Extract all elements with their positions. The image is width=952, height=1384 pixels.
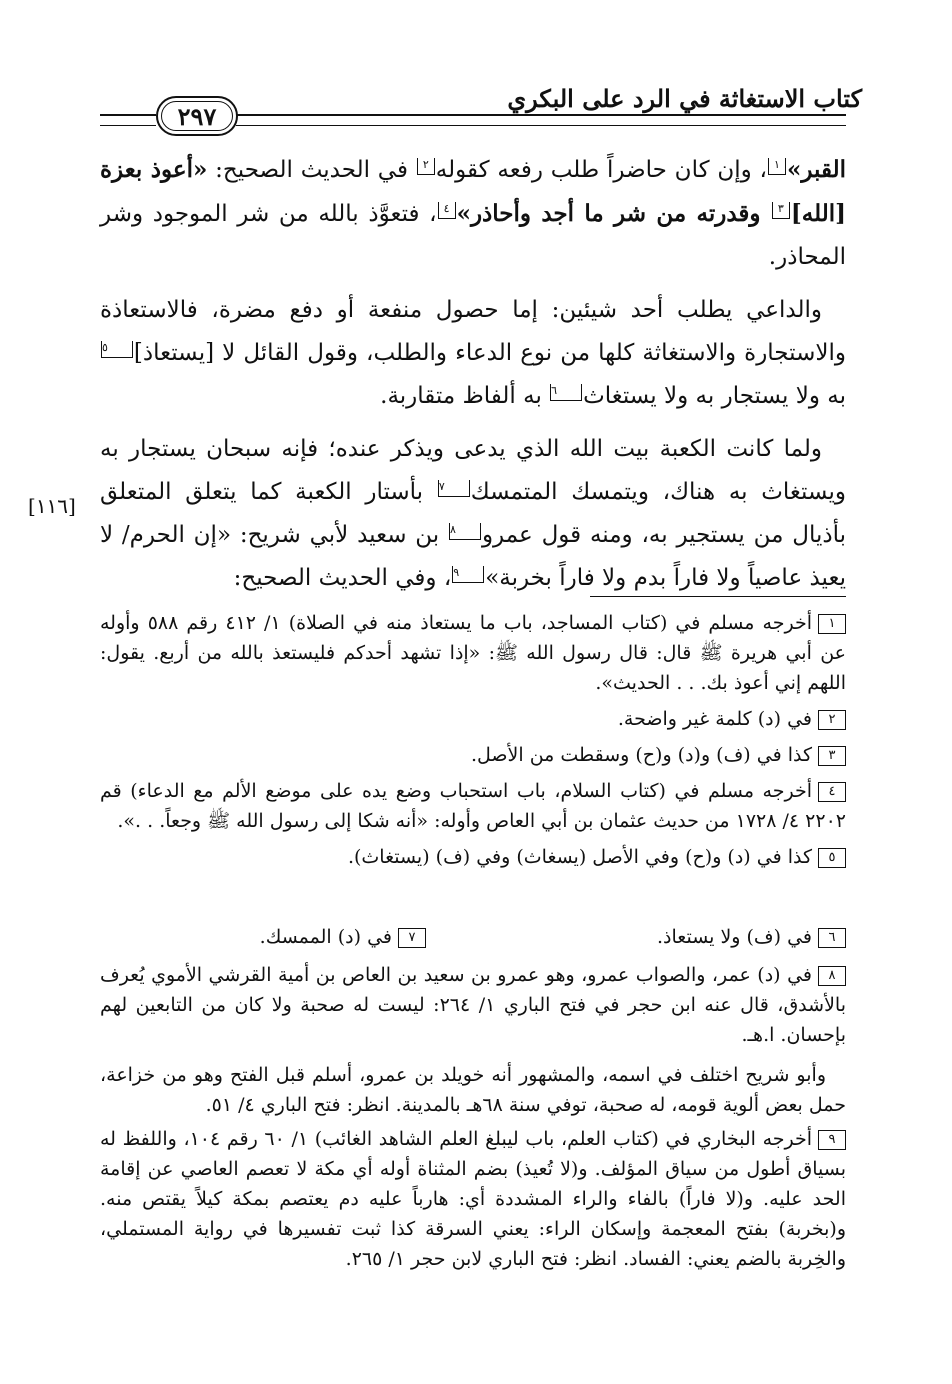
footnote-number: ٥ (818, 848, 846, 868)
footnote-9 (100, 1124, 846, 1274)
text-run: به ألفاظ متقاربة. (380, 383, 550, 409)
manuscript-folio-marker: [١١٦] (28, 494, 76, 518)
text-run: بن سعيد لأبي شريح: «إن الحرم/ لا يعيذ عاصياً ولا فاراً بدم ولا فاراً بخربة» (100, 522, 846, 591)
header-rule-right (236, 114, 846, 126)
footnote-text: في (د) الممسك. (259, 926, 392, 948)
footnote-2 (100, 704, 846, 734)
text-run: ، وإن كان حاضراً طلب رفعه كقوله (435, 157, 767, 183)
footnote-number: ١ (818, 614, 846, 634)
hadith-quote: «أعوذ بعزة [الله] (100, 156, 846, 227)
footnote-number: ٦ (818, 928, 846, 948)
text-run: القبر» (786, 156, 846, 183)
text-run: ، وفي الحديث الصحيح: (233, 565, 452, 591)
footnote-4 (100, 776, 846, 836)
paragraph-3 (100, 428, 846, 600)
text-run: ولما كانت الكعبة بيت الله الذي يدعى ويذكر عنده؛ فإنه سبحان يستجار به ويستغاث به هناك، ويتمسك المتمسك (100, 436, 846, 505)
footnote-6 (657, 922, 846, 952)
footnote-text: أخرجه مسلم في (كتاب السلام، باب استحباب وضع يده على موضع الألم مع الدعاء) قم ٢٢٠٢ ٤/ ١٧٢٨ من حديث عثمان بن أبي العاص وأوله: «أنه شكا إلى رسول الله ﷺ وجعاً. . .». (100, 780, 846, 832)
paragraph-2 (100, 289, 846, 418)
main-text (100, 148, 846, 600)
footnotes-block-top (100, 608, 846, 872)
footnote-ref[interactable]: ٦ (550, 384, 582, 401)
page-number: ٢٩٧ (156, 96, 238, 136)
text-run: والداعي يطلب أحد شيئين: إما حصول منفعة أو دفع مضرة، فالاستعاذة والاستجارة والاستغاثة كلها من نوع الدعاء والطلب، وقول القائل لا [يستعاذ] (100, 297, 846, 366)
footnote-ref[interactable]: ٢ (417, 158, 435, 175)
footnote-text: في (ف) ولا يستعاذ. (657, 926, 812, 948)
footnote-text: كذا في (ف) و(د) و(ح) وسقطت من الأصل. (470, 744, 812, 766)
text-run: ، فتعوَّذ بالله من شر الموجود وشر المحاذر. (100, 201, 846, 270)
paragraph-1 (100, 148, 846, 279)
footnote-7 (260, 922, 426, 952)
hadith-quote: وقدرته من شر ما أجد وأحاذر» (456, 200, 771, 227)
text-run: في الحديث الصحيح: (207, 157, 416, 183)
footnote-ref[interactable]: ٥ (101, 341, 133, 358)
footnote-separator (590, 596, 846, 597)
footnote-text: في (د) كلمة غير واضحة. (617, 708, 812, 730)
footnote-ref[interactable]: ٤ (438, 202, 456, 219)
footnote-5 (100, 842, 846, 872)
footnote-number: ٨ (818, 966, 846, 986)
footnote-number: ٧ (398, 928, 426, 948)
text-run: بأستار الكعبة كما يتعلق المتعلق بأذيال من يستجير به، ومنه قول عمرو (100, 479, 846, 548)
footnotes-block-bottom (100, 960, 846, 1274)
footnote-ref[interactable]: ٣ (772, 202, 790, 219)
footnote-text: أخرجه البخاري في (كتاب العلم، باب ليبلغ العلم الشاهد الغائب) ١/ ٦٠ رقم ١٠٤، واللفظ له بسياق أطول من سياق المؤلف. و(لا تُعيذ) بضم المثناة أوله أي مكة لا تعصم العاصي عن إقامة الحد عليه. و(لا فاراً) بالفاء والراء المشددة أي: هارباً عليه دم يعتصم بمكة كيلاً يقتص منه. و(بخربة) بفتح المعجمة وإسكان الراء: يعني السرقة كذا ثبت تفسيرها في رواية المستملي، والخِربة بالضم يعني: الفساد. انظر: فتح الباري لابن حجر ١/ ٢٦٥. (100, 1128, 846, 1270)
footnote-text: في (د) عمر، والصواب عمرو، وهو عمرو بن سعيد بن العاص بن أمية القرشي الأموي يُعرف بالأشدق، قال عنه ابن حجر في فتح الباري ١/ ٢٦٤: ليست له صحبة ولا كان من التابعين لهم بإحسان. ا.هـ. (100, 964, 846, 1046)
footnote-number: ٢ (818, 710, 846, 730)
footnote-1 (100, 608, 846, 698)
footnote-number: ٩ (818, 1130, 846, 1150)
footnote-ref[interactable]: ١ (768, 158, 786, 175)
footnote-8-continued: وأبو شريح اختلف في اسمه، والمشهور أنه خويلد بن عمرو، أسلم قبل الفتح وهو من خزاعة، حمل بعض ألوية قومه، له صحبة، توفي سنة ٦٨هـ بالمدينة. انظر: فتح الباري ٤/ ٥١. (100, 1064, 846, 1116)
footnote-text: كذا في (د) و(ح) وفي الأصل (يسغاث) وفي (ف) (يستغاث). (347, 846, 812, 868)
text-run: به ولا يستجار به ولا يستغاث (583, 383, 846, 409)
footnote-ref[interactable]: ٨ (449, 523, 481, 540)
footnote-ref[interactable]: ٧ (438, 480, 470, 497)
footnote-number: ٣ (818, 746, 846, 766)
footnote-text: أخرجه مسلم في (كتاب المساجد، باب ما يستعاذ منه في الصلاة) ١/ ٤١٢ رقم ٥٨٨ وأوله عن أبي هريرة ﷺ قال: قال رسول الله ﷺ: «إذا تشهد أحدكم فليستعذ بالله من أربع. يقول: اللهم إني أعوذ بك. . . الحديث». (100, 612, 846, 694)
footnote-8 (100, 960, 846, 1050)
footnote-ref[interactable]: ٩ (452, 566, 484, 583)
footnote-number: ٤ (818, 782, 846, 802)
header-rule-left (100, 114, 156, 126)
footnote-3 (100, 740, 846, 770)
running-header-title: كتاب الاستغاثة في الرد على البكري (507, 84, 862, 113)
